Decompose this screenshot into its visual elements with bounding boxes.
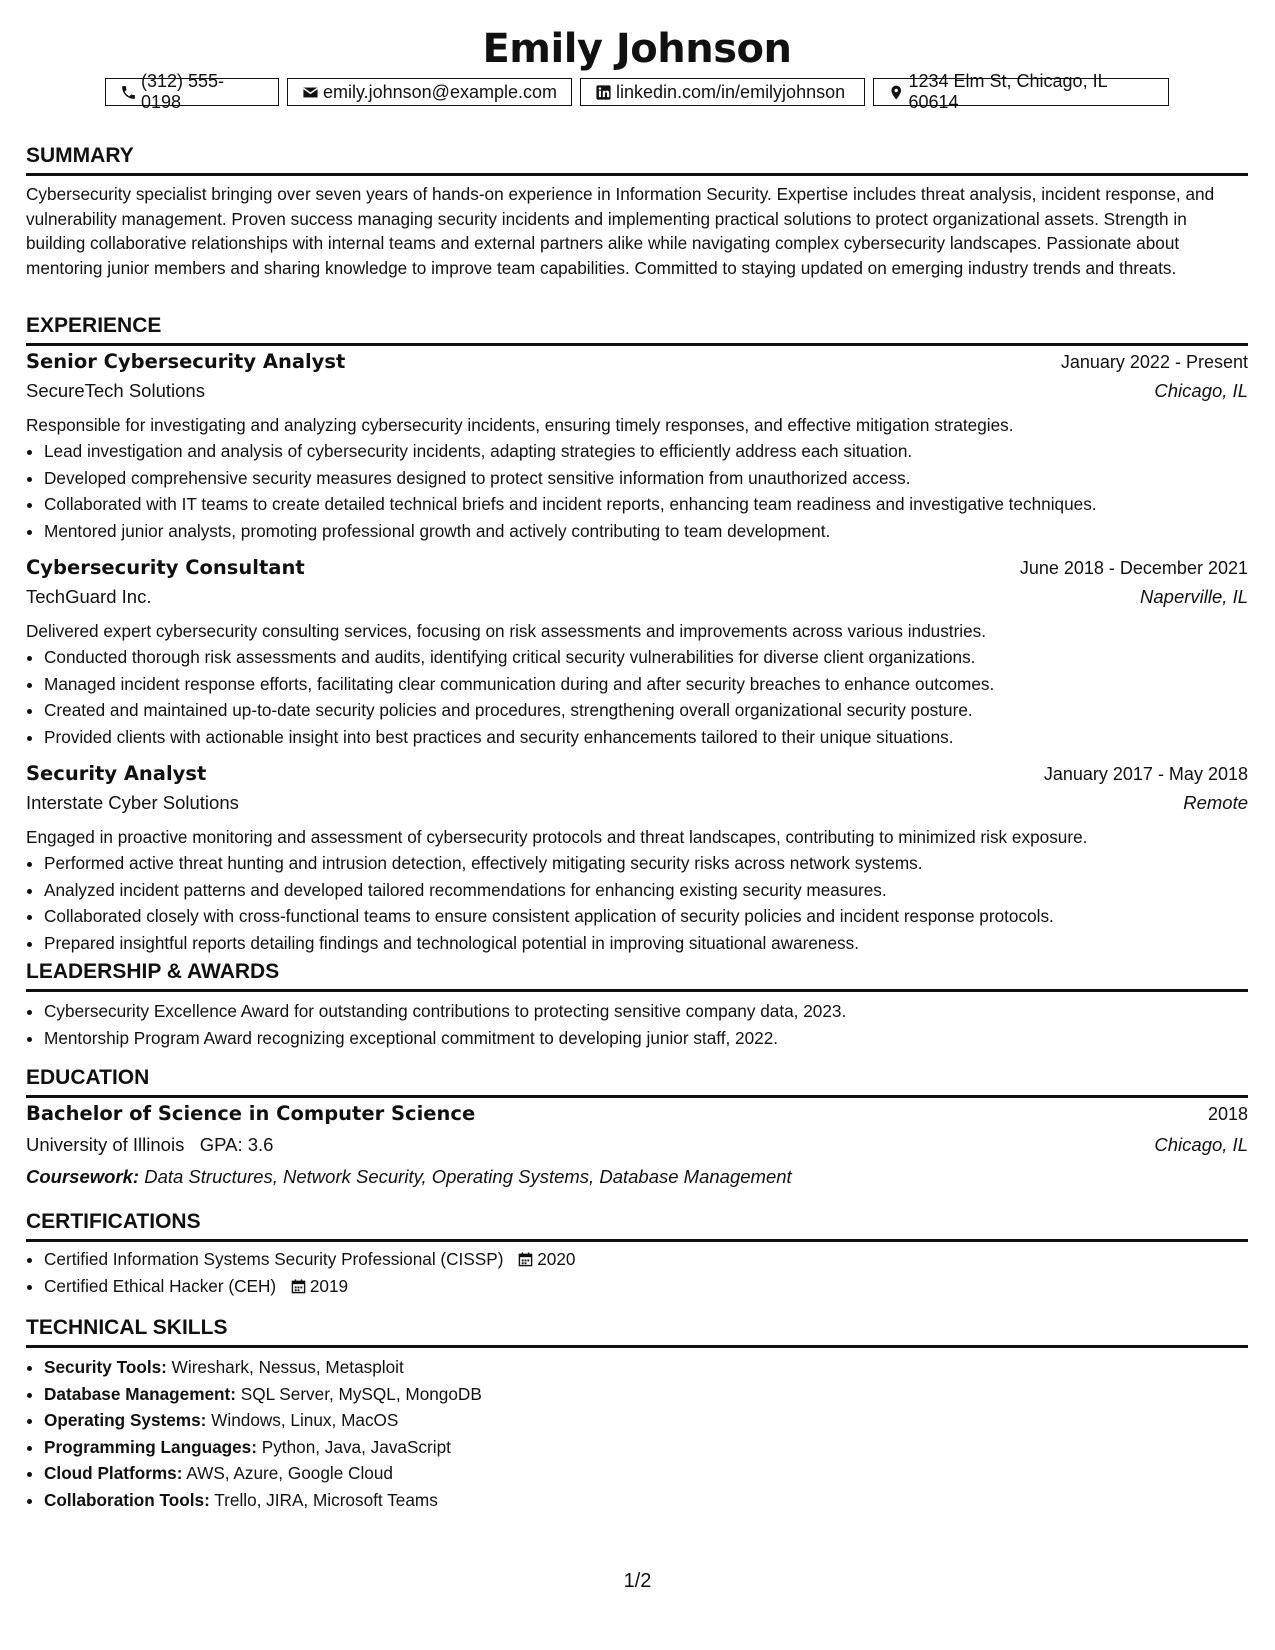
skill-value: Windows, Linux, MacOS (211, 1410, 399, 1430)
cert-name: Certified Ethical Hacker (CEH) (44, 1275, 277, 1296)
job-bullets (26, 644, 1248, 750)
phone-icon (120, 84, 137, 101)
section-title: SUMMARY (26, 144, 134, 167)
section-divider (26, 989, 1248, 992)
section-title: EDUCATION (26, 1066, 150, 1089)
job-company: TechGuard Inc. (26, 586, 152, 607)
envelope-icon (302, 84, 319, 101)
linkedin-chip[interactable] (580, 78, 865, 106)
list-item: • Developed comprehensive security measures designed to protect sensitive information from unauthorized access. (44, 465, 1248, 492)
cert-year: 2019 (309, 1275, 349, 1296)
page-number: 1/2 (623, 1570, 652, 1592)
list-item: • Mentored junior analysts, promoting professional growth and actively contributing to team development. (44, 518, 1248, 545)
list-item: • Collaborated closely with cross-functional teams to ensure consistent application of security policies and incident response protocols. (44, 903, 1248, 930)
job-entry (26, 762, 1248, 956)
list-item: • Managed incident response efforts, facilitating clear communication during and after security breaches to enhance outcomes. (44, 671, 1248, 698)
job-company: SecureTech Solutions (26, 380, 205, 401)
list-item: • Cybersecurity Excellence Award for outstanding contributions to protecting sensitive company data, 2023. (44, 998, 1248, 1025)
email-chip[interactable] (287, 78, 572, 106)
gpa: GPA: 3.6 (199, 1134, 274, 1155)
summary-section (26, 142, 1248, 280)
skill-label: Database Management: (44, 1383, 236, 1404)
list-item (44, 1487, 1248, 1514)
job-bullets (26, 438, 1248, 544)
job-location: Naperville, IL (1140, 586, 1248, 607)
phone-chip[interactable] (105, 71, 279, 112)
cert-name: Certified Information Systems Security Professional (CISSP) (44, 1249, 504, 1269)
job-location: Remote (1183, 792, 1248, 813)
job-description: Delivered expert cybersecurity consulting services, focusing on risk assessments and improvements across various industries. (26, 621, 987, 641)
calendar-icon (518, 1252, 533, 1267)
list-item (44, 1381, 1248, 1408)
school-name: University of Illinois (26, 1134, 185, 1155)
section-divider (26, 343, 1248, 346)
coursework-label: Coursework: (26, 1166, 140, 1187)
skill-value: Trello, JIRA, Microsoft Teams (214, 1489, 438, 1510)
email-text: emily.johnson@example.com (322, 81, 557, 102)
job-description: Engaged in proactive monitoring and assessment of cybersecurity protocols and threat landscapes, contributing to minimized risk exposure. (26, 827, 1088, 847)
job-description: Responsible for investigating and analyzing cybersecurity incidents, ensuring timely responses, and effective mitigation strategies. (26, 415, 1014, 435)
job-bullets (26, 850, 1248, 956)
coursework (26, 1162, 1248, 1192)
job-entry (26, 350, 1248, 544)
skill-value: AWS, Azure, Google Cloud (186, 1463, 393, 1483)
job-title: Security Analyst (26, 762, 207, 785)
list-item (44, 1460, 1248, 1487)
job-dates: January 2017 - May 2018 (1043, 764, 1248, 784)
list-item: • Lead investigation and analysis of cybersecurity incidents, adapting strategies to efficiently address each situation. (44, 438, 1248, 465)
summary-text: Cybersecurity specialist bringing over seven years of hands-on experience in Information Security. Expertise includes threat analysis, incident response, and vulnerability management. Proven success managing security incidents and implementing practical solutions to protect organizational assets. Strength in building collaborative relationships with internal teams and external partners alike while navigating complex cybersecurity landscapes. Passionate about mentoring junior members and sharing knowledge to improve team capabilities. Committed to staying updated on emerging industry trends and threats. (26, 184, 1215, 278)
education-section (26, 1064, 1248, 1192)
skills-section (26, 1314, 1248, 1513)
list-item (44, 1434, 1248, 1461)
skill-label: Operating Systems: (44, 1410, 207, 1430)
section-title: LEADERSHIP & AWARDS (26, 960, 280, 983)
skill-value: Python, Java, JavaScript (261, 1436, 451, 1457)
job-dates: June 2018 - December 2021 (1019, 558, 1248, 578)
awards-section (26, 958, 1248, 1051)
awards-list (26, 998, 1248, 1051)
job-entry (26, 556, 1248, 750)
skill-label: Security Tools: (44, 1357, 167, 1377)
section-divider (26, 1239, 1248, 1242)
list-item: • Performed active threat hunting and intrusion detection, effectively mitigating security risks across network systems. (44, 850, 1248, 877)
list-item: • Created and maintained up-to-date security policies and procedures, strengthening overall organizational security posture. (44, 697, 1248, 724)
list-item (44, 1246, 1248, 1273)
address-chip (873, 71, 1169, 112)
map-pin-icon (888, 84, 904, 101)
list-item (44, 1273, 1248, 1300)
list-item: • Prepared insightful reports detailing findings and technological potential in improving situational awareness. (44, 930, 1248, 957)
list-item: • Conducted thorough risk assessments and audits, identifying critical security vulnerabilities for diverse client organizations. (44, 644, 1248, 671)
linkedin-text: linkedin.com/in/emilyjohnson (616, 81, 846, 102)
phone-text: (312) 555-0198 (140, 71, 225, 112)
cert-year: 2020 (537, 1249, 576, 1269)
calendar-icon (291, 1279, 306, 1294)
job-dates: January 2022 - Present (1060, 352, 1248, 372)
job-company: Interstate Cyber Solutions (26, 792, 239, 813)
job-location: Chicago, IL (1154, 380, 1248, 401)
coursework-list: Data Structures, Network Security, Operating Systems, Database Management (144, 1166, 792, 1187)
linkedin-icon (595, 84, 612, 101)
candidate-name: Emily Johnson (482, 26, 792, 72)
section-title: TECHNICAL SKILLS (26, 1316, 228, 1339)
certifications-list (26, 1246, 1248, 1299)
section-divider (26, 1095, 1248, 1098)
graduation-year: 2018 (1207, 1104, 1248, 1124)
address-text: 1234 Elm St, Chicago, IL 60614 (908, 71, 1107, 112)
skill-label: Cloud Platforms: (44, 1463, 183, 1483)
skill-label: Programming Languages: (44, 1436, 257, 1457)
skill-value: SQL Server, MySQL, MongoDB (240, 1383, 482, 1404)
skill-value: Wireshark, Nessus, Metasploit (171, 1357, 404, 1377)
job-title: Cybersecurity Consultant (26, 556, 305, 579)
degree-title: Bachelor of Science in Computer Science (26, 1102, 476, 1125)
contact-bar (26, 71, 1248, 112)
section-divider (26, 173, 1248, 176)
list-item: • Mentorship Program Award recognizing exceptional commitment to developing junior staff, 2022. (44, 1025, 1248, 1052)
section-title: EXPERIENCE (26, 314, 162, 337)
list-item (44, 1354, 1248, 1381)
skills-list (26, 1354, 1248, 1513)
section-title: CERTIFICATIONS (26, 1210, 201, 1233)
resume-page (26, 0, 1248, 1510)
list-item: • Analyzed incident patterns and developed tailored recommendations for enhancing existing security measures. (44, 877, 1248, 904)
list-item: • Provided clients with actionable insight into best practices and security enhancements tailored to their unique situations. (44, 724, 1248, 751)
list-item (44, 1407, 1248, 1434)
list-item: • Collaborated with IT teams to create detailed technical briefs and incident reports, enhancing team readiness and investigative techniques. (44, 491, 1248, 518)
section-divider (26, 1345, 1248, 1348)
job-title: Senior Cybersecurity Analyst (26, 350, 346, 373)
skill-label: Collaboration Tools: (44, 1489, 210, 1510)
school-location: Chicago, IL (1154, 1134, 1248, 1155)
certifications-section (26, 1208, 1248, 1299)
experience-section (26, 312, 1248, 956)
